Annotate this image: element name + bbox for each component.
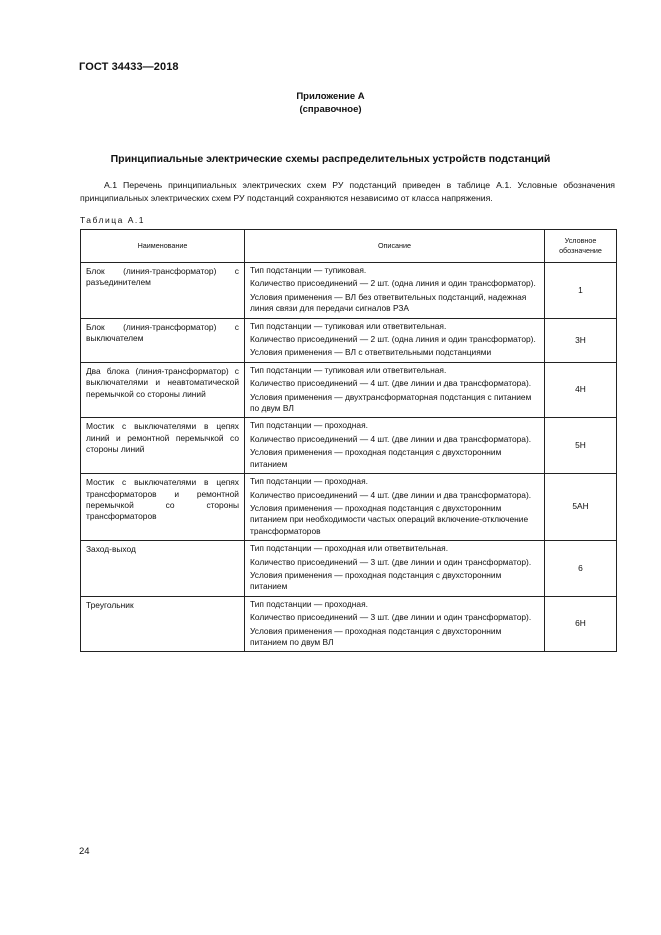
row-conditions: Условия применения — проходная подстанция с двухсторонним питанием при необходимости частых операций включение-отключение трансформаторов	[250, 502, 529, 536]
row-symbol: 6	[545, 541, 617, 597]
row-conditions: Условия применения — ВЛ с ответвительными подстанциями	[250, 347, 492, 358]
appendix-title: Приложение А	[296, 91, 365, 102]
appendix-heading: Принципиальные электрические схемы распределительных устройств подстанций	[110, 153, 551, 165]
intro-paragraph: А.1 Перечень принципиальных электрических схем РУ подстанций приведен в таблице А.1. Условные обозначения принципиальных электрических схем РУ подстанций сохраняются независимо от класса напряжения.	[80, 180, 615, 203]
row-symbol: 5Н	[545, 418, 617, 474]
appendix-label	[0, 91, 661, 116]
row-connections: Количество присоединений — 2 шт. (одна линия и один трансформатор).	[250, 278, 536, 289]
document-code: ГОСТ 34433—2018	[79, 61, 179, 73]
row-name: Два блока (линия-трансформатор) с выключателями и неавтоматической перемычкой со стороны линий	[81, 362, 245, 418]
schemes-table	[80, 229, 617, 652]
row-conditions: Условия применения — ВЛ без ответвительных подстанций, надежная линия связи для передачи сигналов РЗА	[250, 291, 527, 314]
row-symbol: 5АН	[545, 474, 617, 541]
table-row	[81, 362, 617, 418]
table-row	[81, 418, 617, 474]
row-symbol: 3Н	[545, 318, 617, 362]
row-type: Тип подстанции — тупиковая или ответвительная.	[250, 364, 447, 375]
row-type: Тип подстанции — проходная.	[250, 598, 368, 609]
row-name: Мостик с выключателями в цепях трансформаторов и ремонтной перемычкой со стороны трансформаторов	[81, 474, 245, 541]
row-connections: Количество присоединений — 4 шт. (две линии и два трансформатора).	[250, 489, 532, 500]
table-row	[81, 474, 617, 541]
row-type: Тип подстанции — тупиковая или ответвительная.	[250, 320, 447, 331]
header-name: Наименование	[81, 230, 245, 263]
row-name: Блок (линия-трансформатор) с разъединителем	[81, 263, 245, 319]
row-name: Мостик с выключателями в цепях линий и ремонтной перемычкой со стороны линий	[81, 418, 245, 474]
table-caption: Таблица А.1	[80, 215, 145, 225]
row-connections: Количество присоединений — 4 шт. (две линии и два трансформатора).	[250, 433, 532, 444]
row-symbol: 1	[545, 263, 617, 319]
page-number: 24	[79, 846, 90, 857]
row-type: Тип подстанции — проходная.	[250, 476, 368, 487]
row-connections: Количество присоединений — 4 шт. (две линии и два трансформатора).	[250, 378, 532, 389]
row-connections: Количество присоединений — 3 шт. (две линии и один трансформатор).	[250, 612, 532, 623]
row-description	[245, 596, 545, 652]
table-row	[81, 541, 617, 597]
row-type: Тип подстанции — проходная или ответвительная.	[250, 543, 449, 554]
row-type: Тип подстанции — проходная.	[250, 420, 368, 431]
row-symbol: 6Н	[545, 596, 617, 652]
row-connections: Количество присоединений — 3 шт. (две линии и один трансформатор).	[250, 556, 532, 567]
row-conditions: Условия применения — проходная подстанция с двухсторонним питанием	[250, 569, 502, 592]
row-connections: Количество присоединений — 2 шт. (одна линия и один трансформатор).	[250, 334, 536, 345]
row-description	[245, 474, 545, 541]
row-type: Тип подстанции — тупиковая.	[250, 265, 367, 275]
row-name: Треугольник	[81, 596, 245, 652]
row-symbol: 4Н	[545, 362, 617, 418]
row-conditions: Условия применения — проходная подстанция с двухсторонним питанием по двум ВЛ	[250, 625, 502, 647]
row-conditions: Условия применения — двухтрансформаторная подстанция с питанием по двум ВЛ	[250, 391, 532, 414]
row-name: Заход-выход	[81, 541, 245, 597]
table-header-row	[81, 230, 617, 263]
table-row	[81, 318, 617, 362]
row-description	[245, 318, 545, 362]
row-description	[245, 263, 545, 319]
table-row	[81, 596, 617, 652]
row-description	[245, 362, 545, 418]
row-description	[245, 418, 545, 474]
row-description	[245, 541, 545, 597]
appendix-subtitle: (справочное)	[299, 103, 362, 115]
header-description: Описание	[245, 230, 545, 263]
table-row	[81, 263, 617, 319]
header-symbol: Условное обозначение	[545, 230, 617, 263]
row-conditions: Условия применения — проходная подстанция с двухсторонним питанием	[250, 447, 502, 469]
row-name: Блок (линия-трансформатор) с выключателем	[81, 318, 245, 362]
